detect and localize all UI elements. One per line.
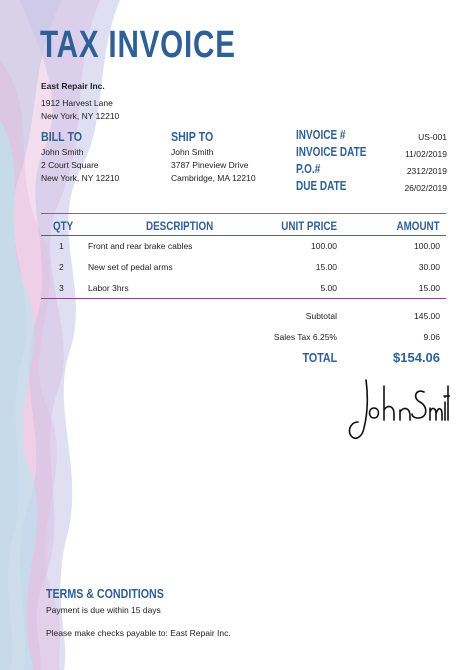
table-row-1-qty: 1 xyxy=(59,241,64,251)
table-row-2-unit-price: 15.00 xyxy=(315,262,337,272)
total-label: TOTAL xyxy=(302,350,337,365)
bill-to-heading: BILL TO xyxy=(41,129,83,144)
po-number-label: P.O.# xyxy=(296,162,321,176)
company-address-line2: New York, NY 12210 xyxy=(41,111,120,121)
due-date-label: DUE DATE xyxy=(296,179,347,193)
ship-to-block xyxy=(171,129,256,185)
invoice-meta-block xyxy=(296,128,447,198)
table-row-1-amount: 100.00 xyxy=(414,241,440,251)
bill-to-block xyxy=(41,129,119,185)
company-name: East Repair Inc. xyxy=(41,81,105,91)
table-row-3-unit-price: 5.00 xyxy=(320,283,337,293)
subtotal-value: 145.00 xyxy=(414,311,440,321)
bill-to-address-line2: New York, NY 12210 xyxy=(41,173,120,183)
total-value: $154.06 xyxy=(393,350,440,365)
ship-to-heading: SHIP TO xyxy=(171,129,214,144)
invoice-number-value: US-001 xyxy=(418,132,447,142)
ship-to-address-line1: 3787 Pineview Drive xyxy=(171,160,249,170)
po-number-value: 2312/2019 xyxy=(406,166,447,176)
subtotal-label: Subtotal xyxy=(305,311,337,321)
table-top-rule xyxy=(41,213,446,214)
column-header-unit-price: UNIT PRICE xyxy=(281,219,337,233)
terms-line-1: Payment is due within 15 days xyxy=(46,605,161,615)
invoice-date-value: 11/02/2019 xyxy=(405,149,447,159)
invoice-title: TAX INVOICE xyxy=(40,24,236,66)
table-bottom-rule xyxy=(41,298,446,299)
table-row-2-amount: 30.00 xyxy=(418,262,440,272)
bill-to-address-line1: 2 Court Square xyxy=(41,160,99,170)
table-row-3-qty: 3 xyxy=(59,283,64,293)
ship-to-name: John Smith xyxy=(171,147,214,157)
signature-image xyxy=(344,372,450,446)
bill-to-name: John Smith xyxy=(41,147,84,157)
due-date-value: 26/02/2019 xyxy=(404,183,447,193)
terms-line-2: Please make checks payable to: East Repair Inc. xyxy=(46,628,231,638)
table-row-1-unit-price: 100.00 xyxy=(311,241,337,251)
sales-tax-value: 9.06 xyxy=(423,332,440,342)
table-row-3-amount: 15.00 xyxy=(418,283,440,293)
terms-heading: TERMS & CONDITIONS xyxy=(46,586,164,601)
column-header-description: DESCRIPTION xyxy=(146,219,214,233)
ship-to-address-line2: Cambridge, MA 12210 xyxy=(171,173,256,183)
table-header-rule xyxy=(41,235,446,236)
company-block xyxy=(41,80,119,123)
company-address-line1: 1912 Harvest Lane xyxy=(41,98,113,108)
column-header-qty: QTY xyxy=(53,219,74,233)
table-row-3-description: Labor 3hrs xyxy=(88,283,129,293)
sales-tax-label: Sales Tax 6.25% xyxy=(273,332,337,342)
table-row-1-description: Front and rear brake cables xyxy=(88,241,193,251)
table-row-2-qty: 2 xyxy=(59,262,64,272)
table-row-2-description: New set of pedal arms xyxy=(88,262,173,272)
invoice-date-label: INVOICE DATE xyxy=(296,145,367,159)
column-header-amount: AMOUNT xyxy=(396,219,440,233)
invoice-number-label: INVOICE # xyxy=(296,128,346,142)
